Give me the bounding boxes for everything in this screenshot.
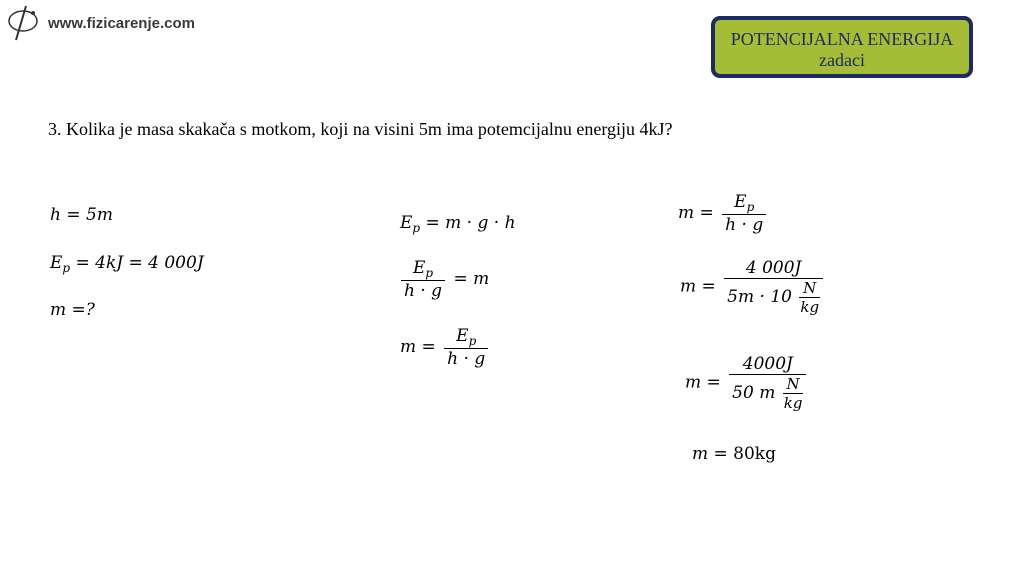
given-height: h = 5m (50, 205, 113, 225)
unit-numerator: N (799, 279, 820, 298)
solution-formula (678, 192, 769, 235)
ep-symbol: E (412, 258, 426, 278)
mass-lhs: m = (685, 372, 727, 393)
final-answer (692, 444, 776, 464)
rearranged-rhs: = m (448, 269, 490, 289)
site-logo[interactable] (6, 4, 266, 44)
logo-icon (6, 4, 42, 42)
unit-numerator: N (783, 375, 804, 394)
topic-title: POTENCIJALNA ENERGIJA (730, 29, 954, 49)
fraction (724, 258, 823, 316)
fraction-numerator: 4 000J (724, 258, 823, 279)
solution-simplified (685, 354, 809, 412)
ep-subscript: p (425, 266, 434, 280)
ep-symbol: E (50, 253, 63, 273)
unit-denominator: kg (800, 298, 820, 316)
given-energy (50, 253, 204, 275)
fraction (444, 326, 488, 369)
denominator-value: 50 m (732, 383, 781, 403)
unit-denominator: kg (783, 394, 803, 412)
fraction-numerator (722, 192, 766, 215)
mass-formula (400, 326, 491, 369)
mass-lhs: m = (680, 276, 722, 297)
topic-subtitle: zadaci (819, 50, 865, 70)
unknown-mass: m =? (50, 300, 95, 320)
site-url: www.fizicarenje.com (48, 15, 195, 32)
given-energy-value: = 4kJ = 4 000J (70, 253, 204, 273)
fraction-denominator (724, 279, 823, 316)
fraction-denominator: h · g (447, 349, 486, 369)
mass-lhs: m = (692, 444, 734, 464)
ep-symbol: E (734, 192, 747, 212)
ep-subscript: p (62, 261, 71, 275)
ep-symbol: E (456, 326, 469, 346)
fraction (401, 258, 445, 301)
mass-lhs: m = (678, 203, 720, 223)
fraction-denominator: h · g (404, 281, 443, 301)
fraction-denominator: h · g (725, 215, 764, 235)
fraction-numerator: 4000J (729, 354, 806, 375)
unit-fraction (799, 279, 820, 316)
ep-subscript: p (746, 200, 755, 214)
rearranged-formula (398, 258, 489, 301)
fraction (729, 354, 806, 412)
fraction-numerator (444, 326, 488, 349)
mass-lhs: m = (400, 337, 442, 357)
topic-title-box (711, 16, 973, 78)
question-text: 3. Kolika je masa skakača s motkom, koji na visini 5m ima potemcijalnu energiju 4kJ? (48, 119, 673, 139)
energy-formula (400, 213, 516, 235)
unit-fraction (783, 375, 804, 412)
fraction-numerator (401, 258, 445, 281)
answer-value: 80kg (733, 444, 776, 464)
fraction-denominator (729, 375, 806, 412)
solution-substitution (680, 258, 826, 316)
ep-subscript: p (412, 221, 421, 235)
ep-subscript: p (468, 334, 477, 348)
ep-symbol: E (400, 213, 413, 233)
energy-formula-rhs: = m · g · h (420, 213, 516, 233)
fraction (722, 192, 766, 235)
denominator-value: 5m · 10 (727, 287, 798, 307)
